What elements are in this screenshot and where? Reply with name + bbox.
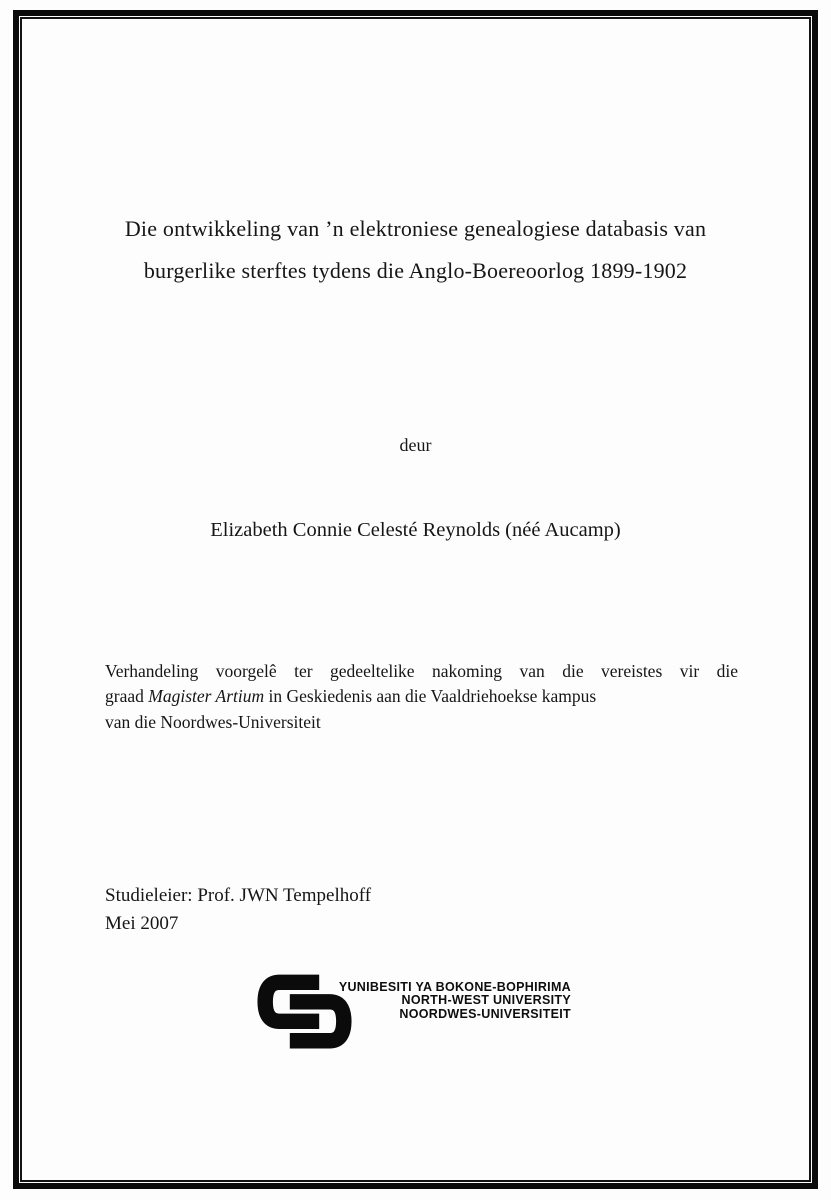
statement-line-3: van die Noordwes-Universiteit (105, 711, 321, 732)
date-line: Mei 2007 (105, 912, 179, 934)
degree-statement (105, 659, 738, 735)
wordmark-line-setswana: YUNIBESITI YA BOKONE-BOPHIRIMA (338, 979, 571, 994)
author-name: Elizabeth Connie Celesté Reynolds (néé Aucamp) (210, 519, 621, 541)
wordmark-line-afrikaans: NOORDWES-UNIVERSITEIT (399, 1007, 571, 1022)
logo-wordmark (320, 981, 571, 1022)
statement-line-1: Verhandeling voorgelê ter gedeeltelike nakoming van die vereistes vir die (105, 661, 738, 681)
university-logo (256, 973, 572, 1049)
degree-name-italic: Magister Artium (148, 686, 265, 707)
statement-line-2: graad Magister Artium in Geskiedenis aan die Vaaldriehoekse kampus (105, 686, 597, 707)
thesis-title-line-2: burgerlike sterftes tydens die Anglo-Boereoorlog 1899-1902 (143, 258, 688, 283)
thesis-title-line-1: Die ontwikkeling van ’n elektroniese genealogiese databasis van (124, 216, 707, 241)
advisor-and-date (105, 882, 371, 937)
thesis-title (0, 208, 831, 292)
wordmark-line-english: NORTH-WEST UNIVERSITY (401, 993, 571, 1008)
byline-deur: deur (399, 435, 432, 455)
advisor-line: Studieleier: Prof. JWN Tempelhoff (105, 885, 372, 906)
